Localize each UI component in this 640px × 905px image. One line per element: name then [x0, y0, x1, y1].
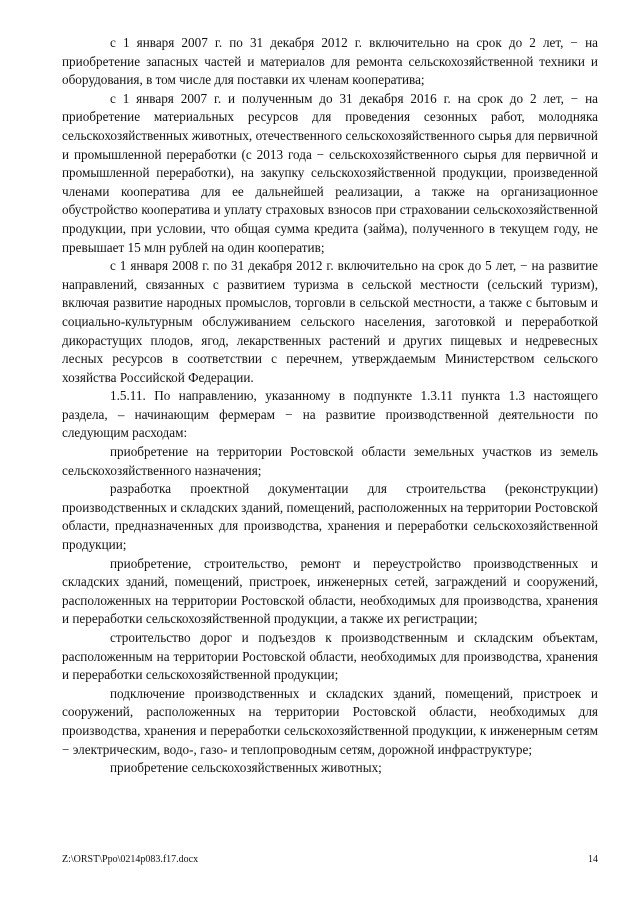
footer-page-number: 14 — [588, 854, 598, 865]
document-body — [62, 34, 598, 778]
paragraph-design-documentation: разработка проектной документации для строительства (реконструкции) производственных и складских зданий, помещений, расположенных на территории Ростовской области, предназначенных для производства, хранения и переработки сельскохозяйственной продукции; — [62, 481, 598, 553]
paragraph-utility-connection: подключение производственных и складских зданий, помещений, пристроек и сооружений, расположенных на территории Ростовской области, необходимых для производства, хранения и переработки сельскохозяйственной продукции, к инженерным сетям − электрическим, водо-, газо- и теплопроводным сетям, дорожной инфраструктуре; — [62, 685, 598, 757]
paragraph-rural-tourism: с 1 января 2008 г. по 31 декабря 2012 г. включительно на срок до 5 лет, − на развитие направлений, связанных с развитием туризма в сельской местности (сельский туризм), включая развитие народных промыслов, торговли в сельской местности, а также с бытовым и социально-культурным обслуживанием сельского населения, заготовкой и переработкой дикорастущих плодов, ягод, лекарственных растений и других пищевых и недревесных лесных ресурсов в соответствии с перечнем, утверждаемым Министерством сельского хозяйства Российской Федерации. — [62, 258, 598, 385]
paragraph-spare-parts: с 1 января 2007 г. по 31 декабря 2012 г. включительно на срок до 2 лет, − на приобретение запасных частей и материалов для ремонта сельскохозяйственной техники и оборудования, в том числе для поставки их членам кооператива; — [62, 35, 598, 88]
paragraph-land-acquisition: приобретение на территории Ростовской области земельных участков из земель сельскохозяйственного назначения; — [62, 444, 598, 478]
paragraph-construction-repair: приобретение, строительство, ремонт и переустройство производственных и складских зданий, помещений, пристроек, инженерных сетей, заграждений и сооружений, расположенных на территории Ростовской области, необходимых для производства, хранения и переработки сельскохозяйственной продукции, а также их регистрации; — [62, 555, 598, 627]
paragraph-livestock: приобретение сельскохозяйственных животных; — [110, 760, 382, 776]
paragraph-section-1-5-11: 1.5.11. По направлению, указанному в подпункте 1.3.11 пункта 1.3 настоящего раздела, – начинающим фермерам − на развитие производственной деятельности по следующим расходам: — [62, 388, 598, 441]
footer-file-path: Z:\ORST\Ppo\0214p083.f17.docx — [62, 854, 199, 865]
paragraph-roads: строительство дорог и подъездов к производственным и складским объектам, расположенным на территории Ростовской области, необходимых для производства, хранения и переработки сельскохозяйственной продукции; — [62, 630, 598, 683]
paragraph-material-resources: с 1 января 2007 г. и полученным до 31 декабря 2016 г. на срок до 2 лет, − на приобретение материальных ресурсов для проведения сезонных работ, молодняка сельскохозяйственных животных, отечественного сельскохозяйственного сырья для первичной и промышленной переработки (с 2013 года − сельскохозяйственного сырья для первичной и промышленной переработки), на закупку сельскохозяйственной продукции, произведенной членами кооператива для ее дальнейшей реализации, а также на организационное обустройство кооператива и уплату страховых взносов при страховании сельскохозяйственной продукции, при условии, что общая сумма кредита (займа), полученного в текущем году, не превышает 15 млн рублей на один кооператив; — [62, 90, 598, 255]
